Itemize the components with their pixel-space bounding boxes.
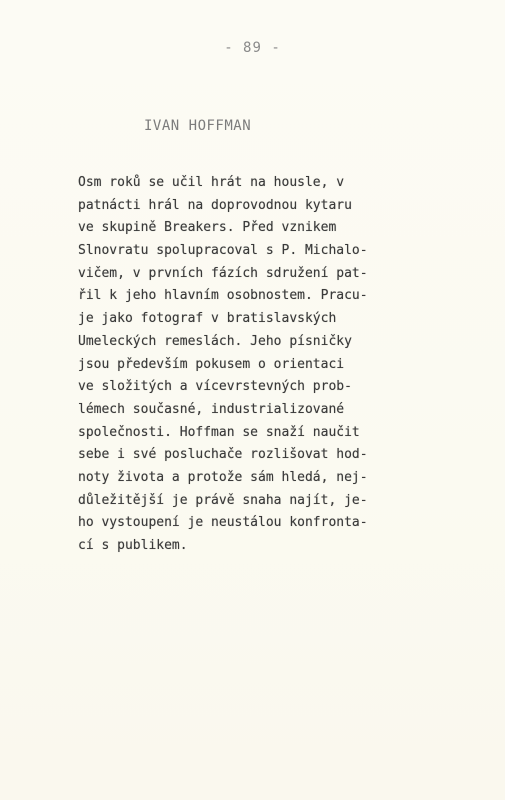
text-line: cí s publikem.: [78, 538, 188, 553]
text-line: ve skupině Breakers. Před vznikem: [78, 220, 337, 236]
text-line: je jako fotograf v bratislavských: [78, 311, 337, 327]
text-line: důležitější je právě snaha najít, je-: [78, 492, 368, 508]
text-line: lémech současné, industrializované: [78, 401, 345, 417]
page-number: - 89 -: [224, 40, 281, 56]
section-heading: IVAN HOFFMAN: [144, 118, 252, 134]
text-line: Umeleckých remeslách. Jeho písničky: [78, 333, 352, 349]
text-line: Osm roků se učil hrát na housle, v: [78, 175, 345, 190]
text-line: ho vystoupení je neustálou konfronta-: [78, 515, 368, 531]
text-line: vičem, v prvních fázích sdružení pat-: [78, 265, 368, 281]
text-line: ve složitých a vícevrstevných prob-: [78, 379, 352, 395]
text-line: noty života a protože sám hledá, nej-: [78, 469, 368, 485]
text-line: Slnovratu spolupracoval s P. Michalo-: [78, 243, 368, 259]
text-line: společnosti. Hoffman se snaží naučit: [78, 424, 360, 440]
text-line: řil k jeho hlavním osobnostem. Pracu-: [78, 288, 368, 304]
text-line: sebe i své posluchače rozlišovat hod-: [78, 447, 368, 463]
text-line: jsou především pokusem o orientaci: [78, 356, 345, 372]
text-line: patnácti hrál na doprovodnou kytaru: [78, 197, 352, 213]
body-paragraph: [78, 172, 488, 558]
